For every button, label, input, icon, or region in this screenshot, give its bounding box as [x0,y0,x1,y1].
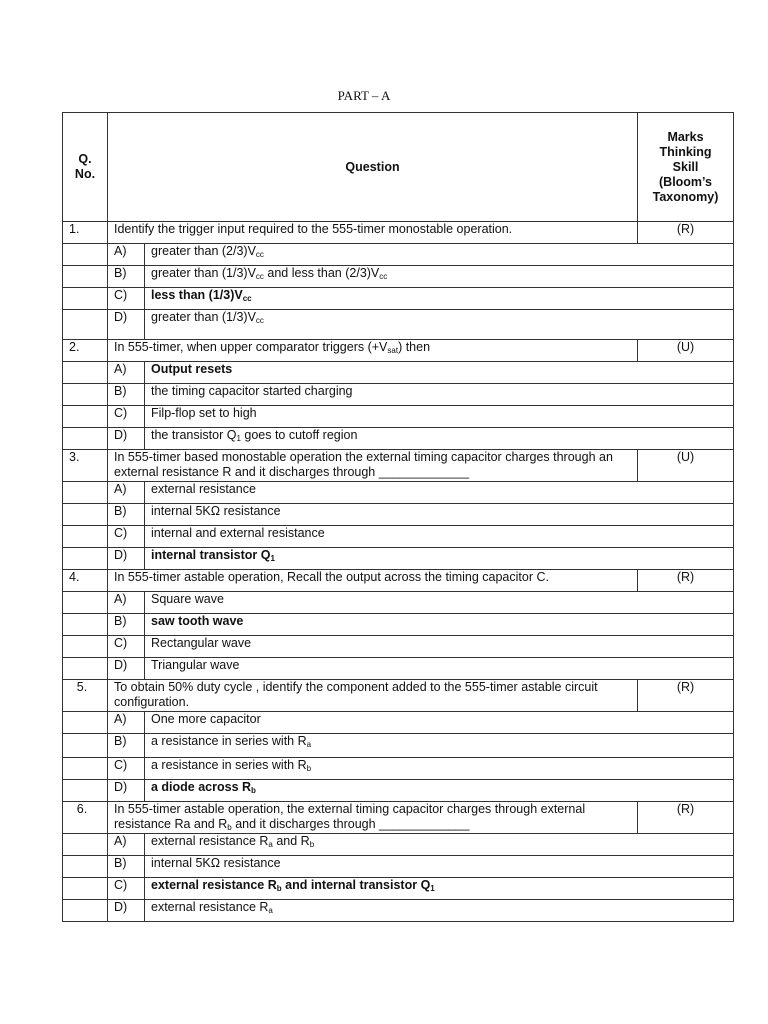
subscript: cc [379,272,388,281]
subscript: sat [387,346,399,355]
header-question [108,113,638,222]
option-row [63,266,734,288]
option-row [63,636,734,658]
header-marks [638,113,734,222]
option-row [63,856,734,878]
option-spacer [63,526,108,548]
option-text [145,712,734,734]
text-run: the transistor Q [151,428,237,442]
text-run: In 555-timer based monostable operation the external timing capacitor charges through an external resistance R and it discharges through _____________ [114,450,613,479]
subscript: a [268,906,273,915]
option-row [63,428,734,450]
question-number: 5. [63,680,108,712]
option-text [145,614,734,636]
text-run: Rectangular wave [151,636,252,650]
text-run: and internal transistor Q [281,878,431,892]
question-mark: (R) [638,222,734,244]
question-number: 4. [63,570,108,592]
subscript: b [309,840,315,849]
text-run: external resistance R [151,834,269,848]
option-row [63,526,734,548]
option-text [145,900,734,922]
question-number: 1. [63,222,108,244]
text-run: internal 5KΩ resistance [151,504,281,518]
option-label: C) [108,526,145,548]
option-spacer [63,900,108,922]
option-label: B) [108,734,145,758]
question-text [108,570,638,592]
option-text [145,384,734,406]
text-run: Triangular wave [151,658,240,672]
option-text [145,878,734,900]
option-label: B) [108,266,145,288]
option-row [63,734,734,758]
option-label: A) [108,482,145,504]
option-label: B) [108,384,145,406]
option-row [63,834,734,856]
option-spacer [63,406,108,428]
option-spacer [63,758,108,780]
text-run: goes to cutoff region [240,428,358,442]
text-run: and R [272,834,310,848]
question-text [108,222,638,244]
option-label: D) [108,780,145,802]
option-spacer [63,878,108,900]
question-mark: (U) [638,340,734,362]
subscript: b [227,823,232,832]
question-mark: (R) [638,570,734,592]
header-question-label: Question [345,159,400,174]
header-row [63,113,734,222]
subscript: a [306,740,312,749]
text-run: external resistance R [151,878,277,892]
subscript: b [251,786,256,795]
subscript: 1 [270,554,275,563]
question-table [62,112,734,922]
text-run: One more capacitor [151,712,261,726]
option-row [63,592,734,614]
text-run: the timing capacitor started charging [151,384,353,398]
option-label: D) [108,548,145,570]
option-text [145,266,734,288]
option-spacer [63,288,108,310]
option-row [63,614,734,636]
text-run: and it discharges through _____________ [231,817,470,831]
option-spacer [63,362,108,384]
text-run: In 555-timer astable operation, Recall the output across the timing capacitor C. [114,570,549,584]
option-spacer [63,504,108,526]
option-label: B) [108,856,145,878]
option-text [145,780,734,802]
option-spacer [63,266,108,288]
text-run: internal and external resistance [151,526,325,540]
option-text [145,310,734,340]
text-run: external resistance [151,482,256,496]
option-spacer [63,244,108,266]
option-text [145,482,734,504]
header-qno-label: Q. No. [74,152,96,181]
question-mark: (R) [638,680,734,712]
question-text [108,340,638,362]
option-row [63,658,734,680]
question-row [63,680,734,712]
option-label: C) [108,288,145,310]
question-row [63,450,734,482]
text-run: a resistance in series with R [151,758,307,772]
question-text [108,802,638,834]
option-label: C) [108,636,145,658]
option-text [145,548,734,570]
subscript: cc [255,316,264,325]
subscript: b [306,764,312,773]
question-mark: (U) [638,450,734,482]
option-row [63,384,734,406]
text-run: Identify the trigger input required to the 555-timer monostable operation. [114,222,513,236]
option-label: B) [108,614,145,636]
option-row [63,504,734,526]
subscript: 1 [236,434,241,443]
text-run: a resistance in series with R [151,734,307,748]
question-body [63,222,734,922]
option-spacer [63,712,108,734]
option-text [145,834,734,856]
question-text [108,680,638,712]
text-run: a diode across R [151,780,252,794]
option-text [145,526,734,548]
option-row [63,900,734,922]
option-text [145,406,734,428]
option-spacer [63,636,108,658]
option-row [63,878,734,900]
option-label: D) [108,310,145,340]
option-spacer [63,834,108,856]
option-row [63,758,734,780]
question-row [63,340,734,362]
option-text [145,362,734,384]
option-text [145,758,734,780]
text-run: internal 5KΩ resistance [151,856,281,870]
option-text [145,658,734,680]
text-run: In 555-timer astable operation, the external timing capacitor charges through external resistance Ra and R [114,802,586,831]
option-text [145,856,734,878]
text-run: Square wave [151,592,224,606]
option-text [145,504,734,526]
question-row [63,802,734,834]
option-label: A) [108,362,145,384]
question-row [63,222,734,244]
subscript: cc [242,294,252,303]
option-label: D) [108,900,145,922]
option-row [63,362,734,384]
option-row [63,406,734,428]
text-run: To obtain 50% duty cycle , identify the component added to the 555-timer astable circuit configuration. [114,680,598,709]
subscript: b [276,884,282,893]
question-number: 3. [63,450,108,482]
option-spacer [63,482,108,504]
option-row [63,310,734,340]
text-run: greater than (1/3)V [151,266,256,280]
option-label: A) [108,834,145,856]
option-spacer [63,780,108,802]
option-spacer [63,592,108,614]
option-label: C) [108,406,145,428]
subscript: cc [255,272,264,281]
option-row [63,780,734,802]
option-text [145,244,734,266]
text-run: and less than (2/3)V [263,266,380,280]
option-text [145,734,734,758]
option-spacer [63,734,108,758]
subscript: 1 [430,884,435,893]
option-spacer [63,384,108,406]
option-spacer [63,548,108,570]
option-spacer [63,428,108,450]
option-text [145,592,734,614]
text-run: Filp-flop set to high [151,406,257,420]
text-run: ) then [398,340,431,354]
text-run: greater than (1/3)V [151,310,256,324]
subscript: a [268,840,273,849]
text-run: external resistance R [151,900,269,914]
question-number: 2. [63,340,108,362]
option-label: B) [108,504,145,526]
option-spacer [63,658,108,680]
question-text [108,450,638,482]
option-text [145,288,734,310]
text-run: In 555-timer, when upper comparator triggers (+V [114,340,388,354]
option-label: A) [108,244,145,266]
option-label: C) [108,878,145,900]
option-row [63,712,734,734]
option-spacer [63,856,108,878]
option-row [63,244,734,266]
option-row [63,288,734,310]
text-run: Output resets [151,362,233,376]
option-label: A) [108,592,145,614]
option-label: A) [108,712,145,734]
option-spacer [63,310,108,340]
option-label: C) [108,758,145,780]
option-label: D) [108,658,145,680]
option-spacer [63,614,108,636]
question-number: 6. [63,802,108,834]
header-marks-label: Marks Thinking Skill (Bloom’s Taxonomy) [652,129,719,204]
part-title: PART – A [337,88,391,103]
header-qno [63,113,108,222]
option-text [145,428,734,450]
option-text [145,636,734,658]
question-row [63,570,734,592]
question-mark: (R) [638,802,734,834]
text-run: greater than (2/3)V [151,244,256,258]
option-row [63,548,734,570]
option-row [63,482,734,504]
text-run: less than (1/3)V [151,288,243,302]
text-run: internal transistor Q [151,548,271,562]
text-run: saw tooth wave [151,614,244,628]
subscript: cc [255,250,264,259]
option-label: D) [108,428,145,450]
